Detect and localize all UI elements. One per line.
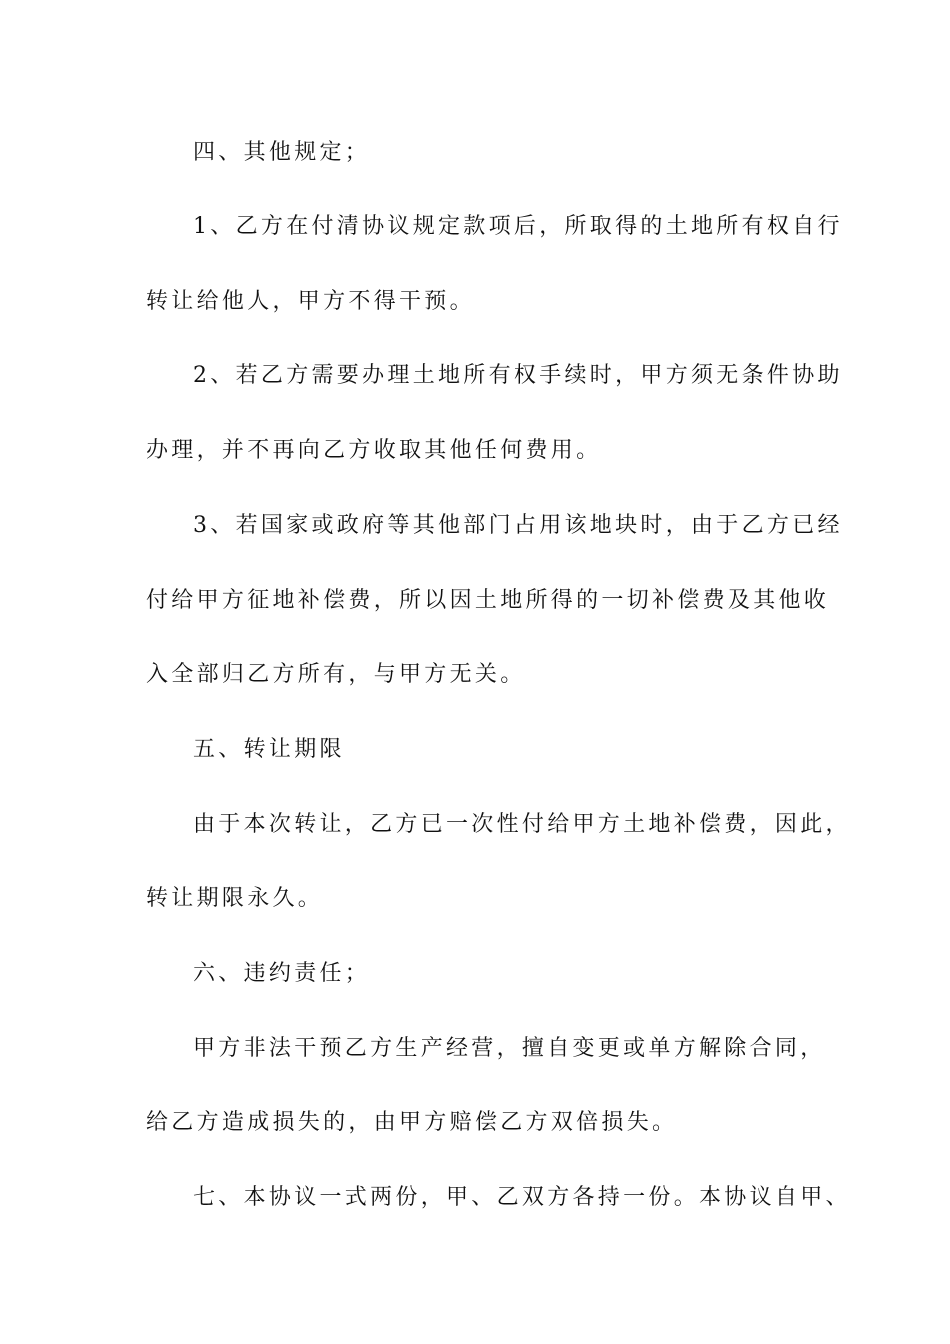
paragraph-line: 甲方非法干预乙方生产经营，擅自变更或单方解除合同， [193,1036,826,1061]
section-heading-transfer-term: 五、转让期限 [193,737,345,762]
paragraph-line: 1、乙方在付清协议规定款项后，所取得的土地所有权自行 [193,214,843,239]
paragraph-line: 2、若乙方需要办理土地所有权手续时，甲方须无条件协助 [193,363,843,388]
section-heading-breach-liability: 六、违约责任； [193,961,371,986]
section-heading-other-provisions: 四、其他规定； [193,140,371,165]
paragraph-line: 给乙方造成损失的，由甲方赔偿乙方双倍损失。 [146,1110,678,1135]
paragraph-line: 办理，并不再向乙方收取其他任何费用。 [146,438,602,463]
paragraph-line: 七、本协议一式两份，甲、乙双方各持一份。本协议自甲、 [193,1185,851,1210]
paragraph-line: 付给甲方征地补偿费，所以因土地所得的一切补偿费及其他收 [146,588,830,613]
paragraph-line: 转让给他人，甲方不得干预。 [146,289,475,314]
paragraph-line: 转让期限永久。 [146,886,324,911]
paragraph-line: 3、若国家或政府等其他部门占用该地块时，由于乙方已经 [193,513,843,538]
paragraph-line: 入全部归乙方所有，与甲方无关。 [146,662,526,687]
paragraph-line: 由于本次转让，乙方已一次性付给甲方土地补偿费，因此， [193,812,851,837]
